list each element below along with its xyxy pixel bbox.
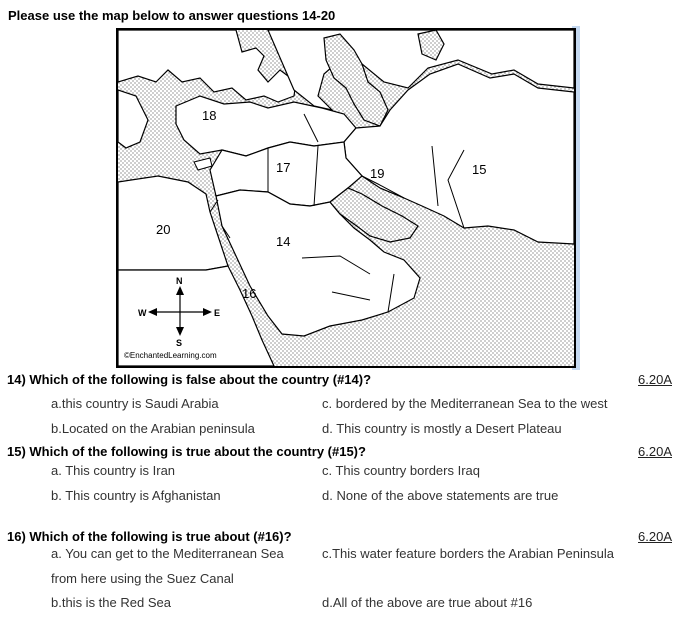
compass-e: E <box>214 308 221 318</box>
question-14: 14) Which of the following is false about the country (#14)? <box>7 372 372 387</box>
q15-option-b[interactable]: b. This country is Afghanistan <box>51 488 221 503</box>
map-label-18: 18 <box>202 108 217 123</box>
map-figure <box>116 28 576 368</box>
standard-link-16[interactable]: 6.20A <box>638 529 672 544</box>
compass-n: N <box>176 276 183 286</box>
map-credit: ©EnchantedLearning.com <box>124 351 217 360</box>
q14-option-d[interactable]: d. This country is mostly a Desert Plateau <box>322 421 562 436</box>
map-label-15: 15 <box>472 162 487 177</box>
middle-east-map <box>118 30 574 366</box>
q14-option-b[interactable]: b.Located on the Arabian peninsula <box>51 421 255 436</box>
compass-s: S <box>176 338 183 348</box>
question-16: 16) Which of the following is true about (#16)? <box>7 529 292 544</box>
q15-option-c[interactable]: c. This country borders Iraq <box>322 463 480 478</box>
map-label-19: 19 <box>370 166 385 181</box>
q14-option-c[interactable]: c. bordered by the Mediterranean Sea to the west <box>322 396 608 411</box>
q16-option-a[interactable]: a. You can get to the Mediterranean Sea <box>51 546 284 561</box>
q16-option-a-continued: from here using the Suez Canal <box>51 571 234 586</box>
map-label-20: 20 <box>156 222 171 237</box>
compass-w: W <box>138 308 147 318</box>
map-label-17: 17 <box>276 160 291 175</box>
q16-option-c[interactable]: c.This water feature borders the Arabian Peninsula <box>322 546 614 561</box>
q15-option-d[interactable]: d. None of the above statements are true <box>322 488 559 503</box>
question-15: 15) Which of the following is true about the country (#15)? <box>7 444 366 459</box>
map-label-14: 14 <box>276 234 291 249</box>
map-label-16: 16 <box>242 286 257 301</box>
standard-link-14[interactable]: 6.20A <box>638 372 672 387</box>
q14-option-a[interactable]: a.this country is Saudi Arabia <box>51 396 219 411</box>
q16-option-d[interactable]: d.All of the above are true about #16 <box>322 595 533 610</box>
standard-link-15[interactable]: 6.20A <box>638 444 672 459</box>
q16-option-b[interactable]: b.this is the Red Sea <box>51 595 171 610</box>
page-heading: Please use the map below to answer questions 14-20 <box>8 8 336 23</box>
q15-option-a[interactable]: a. This country is Iran <box>51 463 176 478</box>
